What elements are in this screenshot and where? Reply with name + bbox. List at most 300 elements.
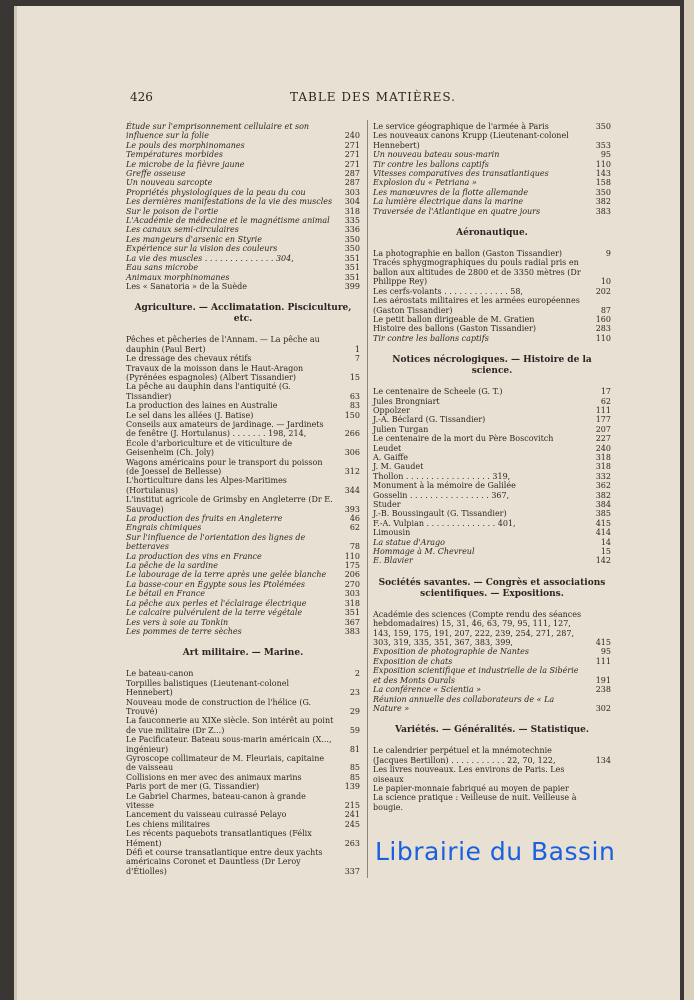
entry-page: 266 bbox=[344, 429, 360, 439]
entry-page: 206 bbox=[344, 570, 360, 580]
entry-page: 351 bbox=[344, 263, 360, 273]
entry-page: 110 bbox=[595, 333, 611, 343]
entry-page: 270 bbox=[344, 579, 360, 589]
toc-entry bbox=[126, 552, 360, 561]
toc-entry bbox=[126, 669, 360, 678]
entry-title: La photographie en ballon (Gaston Tissandier) bbox=[373, 249, 563, 259]
toc-entry bbox=[126, 439, 360, 458]
entry-title: Les aérostats militaires et les armées européennes (Gaston Tissandier) bbox=[373, 296, 580, 315]
entry-title: Les « Sanatoria » de la Suède bbox=[126, 281, 247, 291]
toc-entry bbox=[373, 258, 611, 286]
toc-entry bbox=[126, 476, 360, 495]
toc-entry bbox=[126, 848, 360, 876]
entry-title: Le microbe de la fièvre jaune bbox=[126, 159, 245, 169]
entry-page: 336 bbox=[344, 225, 360, 235]
entry-page: 95 bbox=[600, 150, 611, 160]
toc-entry bbox=[373, 387, 611, 396]
toc-entry bbox=[126, 364, 360, 383]
entry-page: 335 bbox=[344, 216, 360, 226]
entry-page: 59 bbox=[349, 725, 360, 735]
entry-page: 177 bbox=[595, 415, 611, 425]
entry-page: 318 bbox=[344, 598, 360, 608]
entry-page: 15 bbox=[600, 547, 611, 557]
toc-entry bbox=[373, 528, 611, 537]
entry-page: 287 bbox=[344, 169, 360, 179]
entry-title: Le service géographique de l'armée à Paris bbox=[373, 122, 549, 131]
entry-title: Animaux morphinomanes bbox=[126, 272, 230, 282]
entry-title: Gosselin . . . . . . . . . . . . . . . . 367, bbox=[373, 490, 510, 500]
toc-entry bbox=[126, 354, 360, 363]
entry-title: Les nouveaux canons Krupp (Lieutenant-colonel Hennebert) bbox=[373, 131, 569, 150]
entry-title: Réunion annuelle des collaborateurs de « La Nature » bbox=[373, 694, 555, 713]
toc-entry bbox=[126, 580, 360, 589]
toc-entry bbox=[126, 160, 360, 169]
section-heading: Notices nécrologiques. — Histoire de la science. bbox=[392, 355, 592, 377]
toc-entry bbox=[126, 679, 360, 698]
toc-entry bbox=[126, 401, 360, 410]
entry-page: 415 bbox=[595, 638, 611, 648]
entry-title: J.-A. Béclard (G. Tissandier) bbox=[373, 415, 486, 425]
toc-entry bbox=[373, 188, 611, 197]
entry-page: 17 bbox=[600, 387, 611, 397]
toc-entry bbox=[373, 793, 611, 812]
entry-page: 332 bbox=[595, 471, 611, 481]
entry-page: 318 bbox=[595, 462, 611, 472]
entry-title: La production des fruits en Angleterre bbox=[126, 514, 283, 524]
toc-entry bbox=[126, 820, 360, 829]
entry-page: 399 bbox=[344, 281, 360, 291]
entry-page: 303 bbox=[344, 589, 360, 599]
entry-page: 15 bbox=[349, 372, 360, 382]
toc-entry bbox=[126, 335, 360, 354]
page-number: 426 bbox=[130, 90, 153, 104]
entry-page: 350 bbox=[595, 187, 611, 197]
entry-title: Le papier-monnaie fabriqué au moyen de papier bbox=[373, 783, 569, 793]
entry-title: Traversée de l'Atlantique en quatre jours bbox=[373, 206, 541, 216]
entry-title: La pêche au dauphin dans l'antiquité (G. Tissandier) bbox=[126, 382, 291, 401]
entry-title: Le bateau-canon bbox=[126, 669, 194, 679]
entry-title: Explosion du « Petriana » bbox=[373, 178, 477, 188]
entry-page: 263 bbox=[344, 838, 360, 848]
toc-entry bbox=[126, 263, 360, 272]
entry-title: Températures morbides bbox=[126, 150, 223, 160]
entry-page: 367 bbox=[344, 617, 360, 627]
page-edge bbox=[684, 0, 694, 1000]
entry-title: Greffe osseuse bbox=[126, 169, 186, 179]
entry-page: 9 bbox=[605, 249, 611, 259]
entry-page: 191 bbox=[595, 675, 611, 685]
toc-entry bbox=[373, 547, 611, 556]
toc-entry bbox=[373, 453, 611, 462]
toc-entry bbox=[126, 523, 360, 532]
toc-entry bbox=[126, 829, 360, 848]
entry-title: Le calendrier perpétuel et la mnémotechnie (Jacques Bertillon) . . . . . . . . . . . 22, 70, 122, bbox=[373, 746, 556, 765]
section-heading: Aéronautique. bbox=[456, 228, 528, 239]
toc-entry bbox=[126, 608, 360, 617]
toc-entry bbox=[373, 657, 611, 666]
toc-entry bbox=[126, 188, 360, 197]
entry-title: Expérience sur la vision des couleurs bbox=[126, 244, 278, 254]
entry-page: 393 bbox=[344, 504, 360, 514]
entry-title: École d'arboriculture et de viticulture de Geisenheim (Ch. Joly) bbox=[126, 438, 293, 458]
toc-entry bbox=[373, 131, 611, 150]
entry-page: 283 bbox=[595, 324, 611, 334]
entry-page: 10 bbox=[600, 277, 611, 287]
entry-page: 271 bbox=[344, 140, 360, 150]
entry-title: Studer bbox=[373, 500, 401, 509]
entry-page: 134 bbox=[595, 755, 611, 765]
entry-page: 318 bbox=[595, 452, 611, 462]
entry-title: Collisions en mer avec des animaux marins bbox=[126, 772, 302, 782]
entry-title: Limousin bbox=[373, 528, 411, 538]
entry-title: Le calcaire pulvérulent de la terre végétale bbox=[126, 608, 303, 618]
toc-entry bbox=[126, 225, 360, 234]
entry-page: 63 bbox=[349, 391, 360, 401]
entry-title: Tir contre les ballons captifs bbox=[373, 333, 489, 343]
entry-title: Nouveau mode de construction de l'hélice (G. Trouvé) bbox=[126, 697, 312, 716]
toc-entry bbox=[373, 207, 611, 216]
entry-page: 241 bbox=[344, 810, 360, 820]
toc-entry bbox=[373, 610, 611, 648]
entry-page: 351 bbox=[344, 272, 360, 282]
entry-title: J. M. Gaudet bbox=[373, 462, 424, 472]
entry-title: Exposition scientifique et industrielle de la Sibérie et des Monts Ourals bbox=[373, 666, 579, 685]
toc-entry bbox=[373, 746, 611, 765]
entry-title: Pêches et pêcheries de l'Annam. — La pêche au dauphin (Paul Bert) bbox=[126, 335, 320, 354]
entry-page: 110 bbox=[595, 159, 611, 169]
toc-entry bbox=[373, 415, 611, 424]
entry-page: 110 bbox=[344, 551, 360, 561]
entry-page: 175 bbox=[344, 561, 360, 571]
entry-title: Le petit ballon dirigeable de M. Gratien bbox=[373, 314, 535, 324]
entry-title: Le pouls des morphinomanes bbox=[126, 140, 245, 150]
toc-entry bbox=[373, 647, 611, 656]
entry-page: 350 bbox=[344, 244, 360, 254]
entry-page: 303 bbox=[344, 187, 360, 197]
entry-title: L'horticulture dans les Alpes-Maritimes (Hortulanus) bbox=[126, 476, 287, 495]
entry-title: Gyroscope collimateur de M. Fleuriais, capitaine de vaisseau bbox=[126, 753, 325, 773]
toc-entry bbox=[126, 754, 360, 773]
toc-entry bbox=[126, 716, 360, 735]
entry-page: 202 bbox=[595, 286, 611, 296]
entry-page: 78 bbox=[349, 542, 360, 552]
section-heading: Art militaire. — Marine. bbox=[182, 648, 304, 659]
entry-title: Le labourage de la terre après une gelée blanche bbox=[126, 570, 327, 580]
entry-page: 312 bbox=[344, 467, 360, 476]
toc-entry bbox=[373, 685, 611, 694]
page-header bbox=[130, 90, 610, 106]
entry-title: La production des vins en France bbox=[126, 551, 262, 561]
entry-title: Torpilles balistiques (Lieutenant-colonel Hennebert) bbox=[126, 678, 290, 698]
toc-entry bbox=[126, 282, 360, 291]
section-heading: Agriculture. — Acclimatation. Pisciculture, etc. bbox=[134, 303, 352, 325]
entry-page: 306 bbox=[344, 448, 360, 458]
entry-page: 143 bbox=[595, 169, 611, 179]
entry-page: 14 bbox=[600, 537, 611, 547]
toc-entry bbox=[126, 254, 360, 263]
entry-title: Les chiens militaires bbox=[126, 819, 210, 829]
entry-page: 383 bbox=[344, 626, 360, 636]
entry-title: E. Blavier bbox=[373, 556, 413, 566]
toc-entry bbox=[126, 495, 360, 514]
entry-page: 207 bbox=[595, 424, 611, 434]
section-heading: Sociétés savantes. — Congrès et associations scientifiques. — Expositions. bbox=[378, 577, 606, 599]
toc-entry bbox=[126, 141, 360, 150]
entry-title: Les manœuvres de la flotte allemande bbox=[373, 187, 529, 197]
entry-title: La pêche aux perles et l'éclairage électrique bbox=[126, 598, 307, 608]
entry-title: Tir contre les ballons captifs bbox=[373, 159, 489, 169]
toc-entry bbox=[373, 519, 611, 528]
entry-page: 95 bbox=[600, 647, 611, 657]
entry-page: 385 bbox=[595, 509, 611, 519]
toc-entry bbox=[126, 627, 360, 636]
toc-entry bbox=[373, 462, 611, 471]
entry-title: Un nouveau bateau sous-marin bbox=[373, 150, 500, 160]
toc-entry bbox=[373, 178, 611, 187]
entry-title: Travaux de la moisson dans le Haut-Aragon (Pyrénées espagnoles) (Albert Tissandier) bbox=[126, 363, 304, 382]
toc-entry bbox=[373, 287, 611, 296]
entry-page: 302 bbox=[595, 703, 611, 713]
entry-title: La fauconnerie au XIXe siècle. Son intérêt au point de vue militaire (Dr Z...) bbox=[126, 716, 334, 735]
entry-title: Le Gabriel Charmes, bateau-canon à grande vitesse bbox=[126, 791, 306, 810]
toc-entry bbox=[126, 561, 360, 570]
entry-page: 158 bbox=[595, 178, 611, 188]
entry-title: Les vers à soie au Tonkin bbox=[126, 617, 229, 627]
column-divider bbox=[367, 120, 368, 878]
toc-entry bbox=[373, 472, 611, 481]
toc-entry bbox=[126, 533, 360, 552]
toc-entry bbox=[373, 425, 611, 434]
entry-title: Hommage à M. Chevreul bbox=[373, 547, 475, 557]
entry-title: Un nouveau sarcopte bbox=[126, 178, 213, 188]
entry-page: 150 bbox=[344, 410, 360, 420]
toc-entry bbox=[126, 244, 360, 253]
entry-page: 111 bbox=[595, 405, 611, 415]
entry-title: La lumière électrique dans la marine bbox=[373, 197, 524, 207]
toc-entry bbox=[126, 698, 360, 717]
entry-page: 85 bbox=[349, 763, 360, 773]
toc-entry bbox=[126, 782, 360, 791]
toc-entry bbox=[373, 538, 611, 547]
entry-page: 245 bbox=[344, 819, 360, 829]
entry-page: 227 bbox=[595, 434, 611, 444]
toc-entry bbox=[373, 334, 611, 343]
toc-entry bbox=[373, 784, 611, 793]
entry-title: Monument à la mémoire de Galilée bbox=[373, 481, 516, 491]
entry-page: 142 bbox=[595, 556, 611, 566]
entry-title: Tracés sphygmographiques du pouls radial pris en ballon aux altitudes de 2800 et de 3350 mètres (Dr Philippe Rey) bbox=[373, 258, 581, 287]
entry-title: L'institut agricole de Grimsby en Angleterre (Dr E. Sauvage) bbox=[126, 495, 333, 514]
entry-page: 23 bbox=[349, 688, 360, 698]
entry-page: 382 bbox=[595, 490, 611, 500]
toc-entry bbox=[126, 197, 360, 206]
entry-page: 304 bbox=[344, 197, 360, 207]
entry-title: Le centenaire de la mort du Père Boscovitch bbox=[373, 434, 554, 444]
entry-title: Les cerfs-volants . . . . . . . . . . . . . 58, bbox=[373, 286, 524, 296]
entry-title: Le Pacificateur. Bateau sous-marin américain (X..., ingénieur) bbox=[126, 735, 332, 754]
left-column bbox=[126, 122, 360, 876]
entry-title: Leudet bbox=[373, 443, 402, 453]
entry-title: La science pratique : Veilleuse de nuit. Veilleuse à bougie. bbox=[373, 793, 577, 812]
toc-entry bbox=[126, 169, 360, 178]
toc-entry bbox=[126, 235, 360, 244]
entry-page: 215 bbox=[344, 801, 360, 810]
entry-page: 240 bbox=[595, 443, 611, 453]
toc-entry bbox=[126, 458, 360, 477]
toc-entry bbox=[126, 792, 360, 811]
toc-entry bbox=[126, 216, 360, 225]
entry-title: Étude sur l'emprisonnement cellulaire et son influence sur la folie bbox=[126, 122, 310, 141]
toc-entry bbox=[373, 397, 611, 406]
toc-entry bbox=[373, 481, 611, 490]
entry-title: Sur le poison de l'ortie bbox=[126, 206, 219, 216]
entry-title: La production des laines en Australie bbox=[126, 401, 278, 411]
entry-page: 383 bbox=[595, 206, 611, 216]
toc-entry bbox=[126, 810, 360, 819]
entry-page: 29 bbox=[349, 706, 360, 716]
entry-page: 111 bbox=[595, 656, 611, 666]
entry-title: Le centenaire de Scheele (G. T.) bbox=[373, 387, 503, 397]
toc-entry bbox=[373, 500, 611, 509]
entry-page: 46 bbox=[349, 514, 360, 524]
entry-title: Conseils aux amateurs de jardinage. — Jardinets de fenêtre (J. Hortulanus) . . . . . . . 198, 214, bbox=[126, 419, 324, 439]
entry-title: Wagons américains pour le transport du poisson (de Joessel de Bellesse) bbox=[126, 457, 323, 476]
page-title: TABLE DES MATIÈRES. bbox=[290, 90, 456, 104]
entry-title: Lancement du vaisseau cuirassé Pelayo bbox=[126, 810, 287, 820]
entry-title: Julien Turgan bbox=[373, 424, 429, 434]
entry-page: 87 bbox=[600, 305, 611, 315]
entry-title: F.-A. Vulpian . . . . . . . . . . . . . . 401, bbox=[373, 518, 516, 528]
entry-page: 350 bbox=[344, 234, 360, 244]
entry-page: 139 bbox=[344, 782, 360, 792]
entry-title: Exposition de photographie de Nantes bbox=[373, 647, 529, 657]
toc-entry bbox=[126, 273, 360, 282]
entry-title: Défi et course transatlantique entre deux yachts américains Coronet et Dauntless (Dr Leroy d'Étiolles) bbox=[126, 848, 323, 876]
toc-entry bbox=[373, 491, 611, 500]
entry-title: La statue d'Arago bbox=[373, 537, 445, 547]
entry-page: 337 bbox=[344, 866, 360, 876]
entry-title: Sur l'influence de l'orientation des lignes de betteraves bbox=[126, 532, 306, 552]
toc-entry bbox=[126, 207, 360, 216]
toc-entry bbox=[373, 160, 611, 169]
entry-title: Oppolzer bbox=[373, 405, 410, 415]
toc-entry bbox=[373, 169, 611, 178]
entry-page: 351 bbox=[344, 253, 360, 263]
toc-entry bbox=[126, 122, 360, 141]
toc-entry bbox=[373, 444, 611, 453]
toc-entry bbox=[373, 765, 611, 784]
entry-title: Propriétés physiologiques de la peau du cou bbox=[126, 187, 306, 197]
toc-entry bbox=[373, 296, 611, 315]
toc-entry bbox=[373, 249, 611, 258]
toc-entry bbox=[373, 695, 611, 714]
toc-entry bbox=[373, 666, 611, 685]
toc-entry bbox=[373, 509, 611, 518]
right-column bbox=[373, 122, 611, 812]
entry-title: Les livres nouveaux. Les environs de Paris. Les oiseaux bbox=[373, 765, 565, 784]
entry-title: Le dressage des chevaux rétifs bbox=[126, 354, 252, 364]
entry-page: 7 bbox=[354, 354, 360, 364]
entry-page: 271 bbox=[344, 159, 360, 169]
entry-title: La vie des muscles . . . . . . . . . . . . . . 304, bbox=[126, 253, 294, 263]
toc-entry bbox=[126, 150, 360, 159]
toc-entry bbox=[126, 735, 360, 754]
entry-page: 83 bbox=[349, 401, 360, 411]
toc-entry bbox=[373, 406, 611, 415]
entry-page: 350 bbox=[595, 122, 611, 131]
entry-title: Vitesses comparatives des transatlantiques bbox=[373, 169, 549, 179]
toc-entry bbox=[126, 411, 360, 420]
entry-title: Les canaux semi-circulaires bbox=[126, 225, 239, 235]
entry-page: 62 bbox=[600, 396, 611, 406]
toc-entry bbox=[373, 197, 611, 206]
entry-title: La conférence « Scientia » bbox=[373, 685, 482, 695]
toc-entry bbox=[373, 556, 611, 565]
entry-title: Exposition de chats bbox=[373, 656, 453, 666]
toc-entry bbox=[126, 618, 360, 627]
section-heading: Variétés. — Généralités. — Statistique. bbox=[394, 725, 590, 736]
toc-entry bbox=[373, 434, 611, 443]
entry-title: Les récents paquebots transatlantiques (Félix Hément) bbox=[126, 829, 312, 848]
entry-page: 62 bbox=[349, 523, 360, 533]
toc-entry bbox=[126, 599, 360, 608]
entry-title: Histoire des ballons (Gaston Tissandier) bbox=[373, 324, 536, 334]
toc-entry bbox=[126, 420, 360, 439]
toc-entry bbox=[373, 122, 611, 131]
entry-page: 271 bbox=[344, 150, 360, 160]
entry-page: 415 bbox=[595, 518, 611, 528]
watermark: Librairie du Bassin bbox=[375, 837, 616, 866]
entry-title: Les mangeurs d'arsenic en Styrie bbox=[126, 234, 262, 244]
toc-entry bbox=[373, 150, 611, 159]
entry-page: 344 bbox=[344, 485, 360, 495]
entry-page: 351 bbox=[344, 608, 360, 618]
toc-entry bbox=[126, 514, 360, 523]
entry-page: 382 bbox=[595, 197, 611, 207]
entry-title: La pêche de la sardine bbox=[126, 561, 218, 571]
entry-title: Eau sans microbe bbox=[126, 263, 199, 273]
entry-page: 318 bbox=[344, 206, 360, 216]
entry-title: Jules Brongniart bbox=[373, 396, 440, 406]
entry-title: J.-B. Boussingault (G. Tissandier) bbox=[373, 509, 507, 519]
entry-title: La basse-cour en Égypte sous les Ptolémées bbox=[126, 579, 306, 589]
entry-page: 287 bbox=[344, 178, 360, 188]
entry-page: 353 bbox=[595, 140, 611, 150]
entry-title: Les dernières manifestations de la vie des muscles bbox=[126, 197, 333, 207]
toc-entry bbox=[126, 570, 360, 579]
entry-title: Le bétail en France bbox=[126, 589, 206, 599]
entry-title: Académie des sciences (Compte rendu des séances hebdomadaires) 15, 31, 46, 63, 79, 95, 111, 127, 143, 159, 175, 191, 207, 222, 239, 254, 271, 287, 303, 319, 335, 351, 367, 383, 399, bbox=[373, 609, 582, 648]
entry-title: L'Académie de médecine et le magnétisme animal bbox=[126, 216, 330, 226]
entry-title: Engrais chimiques bbox=[126, 523, 202, 533]
toc-entry bbox=[126, 589, 360, 598]
toc-entry bbox=[126, 773, 360, 782]
toc-entry bbox=[373, 324, 611, 333]
entry-title: Thollon . . . . . . . . . . . . . . . . . 319, bbox=[373, 471, 511, 481]
entry-page: 362 bbox=[595, 481, 611, 491]
entry-page: 238 bbox=[595, 685, 611, 695]
toc-entry bbox=[126, 178, 360, 187]
entry-page: 85 bbox=[349, 772, 360, 782]
entry-title: A. Gaiffe bbox=[373, 452, 408, 462]
entry-page: 81 bbox=[349, 744, 360, 754]
toc-entry bbox=[373, 315, 611, 324]
entry-page: 160 bbox=[595, 314, 611, 324]
entry-page: 414 bbox=[595, 528, 611, 538]
entry-title: Paris port de mer (G. Tissandier) bbox=[126, 782, 260, 792]
entry-page: 240 bbox=[344, 131, 360, 141]
entry-page: 384 bbox=[595, 500, 611, 509]
